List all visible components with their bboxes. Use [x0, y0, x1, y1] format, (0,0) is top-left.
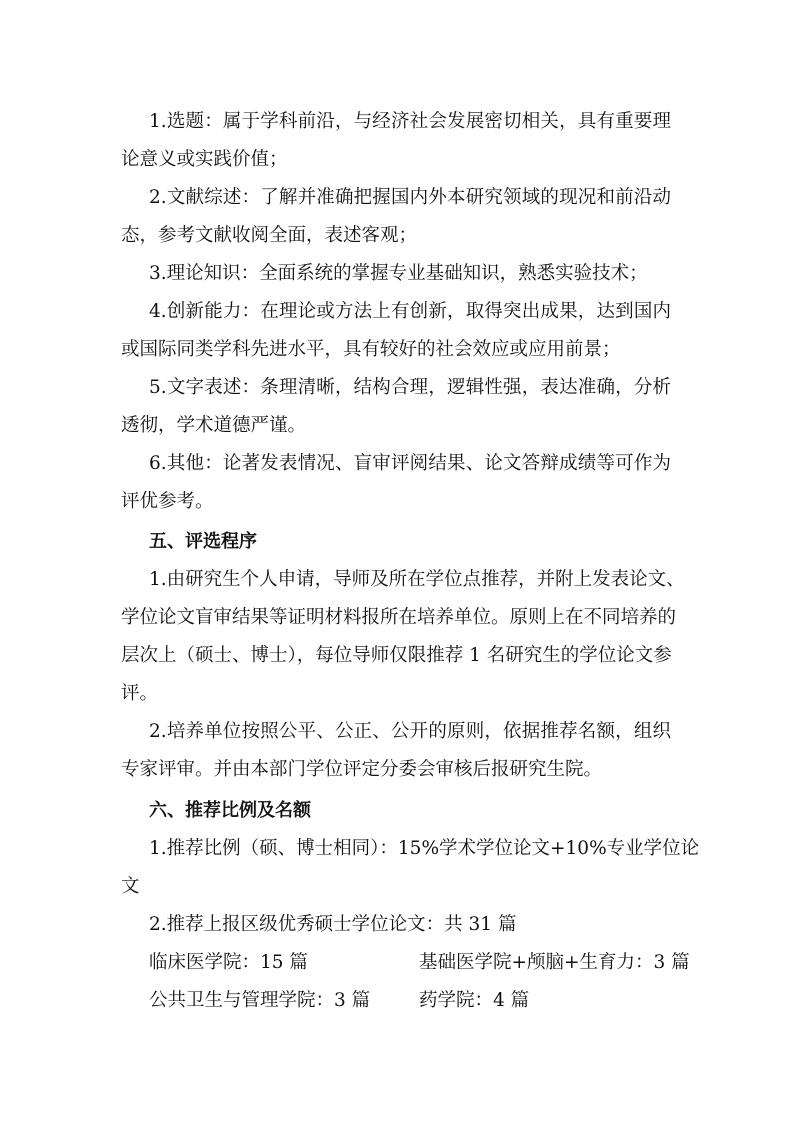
criterion-4-line-1: 4.创新能力：在理论或方法上有创新，取得突出成果，达到国内 [149, 301, 671, 322]
quota-clinical: 临床医学院：15 篇 [149, 952, 308, 973]
section-5-p1-line-1: 1.由研究生个人申请，导师及所在学位点推荐，并附上发表论文、 [149, 569, 685, 590]
criterion-2-line-2: 态，参考文献收阅全面，表述客观； [121, 225, 418, 246]
section-6-p1-line-2: 文 [121, 876, 140, 897]
section-5-p1-line-3: 层次上（硕士、博士），每位导师仅限推荐 1 名研究生的学位论文参 [121, 645, 672, 666]
criterion-1-line-1: 1.选题：属于学科前沿，与经济社会发展密切相关，具有重要理 [149, 111, 671, 132]
criterion-1-line-2: 论意义或实践价值； [121, 149, 288, 170]
section-6-p1-line-1: 1.推荐比例（硕、博士相同）：15%学术学位论文+10%专业学位论 [149, 838, 700, 859]
section-5-heading: 五、评选程序 [149, 531, 257, 552]
criterion-4-line-2: 或国际同类学科先进水平，具有较好的社会效应或应用前景； [121, 339, 621, 360]
criterion-3-line-1: 3.理论知识：全面系统的掌握专业基础知识，熟悉实验技术； [149, 263, 648, 284]
criterion-5-line-1: 5.文字表述：条理清晰，结构合理，逻辑性强，表达准确，分析 [149, 377, 671, 398]
quota-pharmacy: 药学院：4 篇 [419, 990, 530, 1011]
quota-basic: 基础医学院+颅脑+生育力：3 篇 [419, 952, 690, 973]
criterion-6-line-2: 评优参考。 [121, 491, 214, 512]
criterion-2-line-1: 2.文献综述：了解并准确把握国内外本研究领域的现况和前沿动 [149, 187, 671, 208]
section-6-heading: 六、推荐比例及名额 [149, 800, 311, 821]
section-6-p2-line-1: 2.推荐上报区级优秀硕士学位论文：共 31 篇 [149, 914, 517, 935]
criterion-6-line-1: 6.其他：论著发表情况、盲审评阅结果、论文答辩成绩等可作为 [149, 453, 671, 474]
section-5-p1-line-4: 评。 [121, 683, 159, 704]
section-5-p2-line-2: 专家评审。并由本部门学位评定分委会审核后报研究生院。 [121, 759, 603, 780]
criterion-5-line-2: 透彻，学术道德严谨。 [121, 415, 307, 436]
section-5-p2-line-1: 2.培养单位按照公平、公正、公开的原则，依据推荐名额，组织 [149, 721, 671, 742]
section-5-p1-line-2: 学位论文盲审结果等证明材料报所在培养单位。原则上在不同培养的 [121, 607, 677, 628]
quota-public-health: 公共卫生与管理学院：3 篇 [149, 990, 371, 1011]
